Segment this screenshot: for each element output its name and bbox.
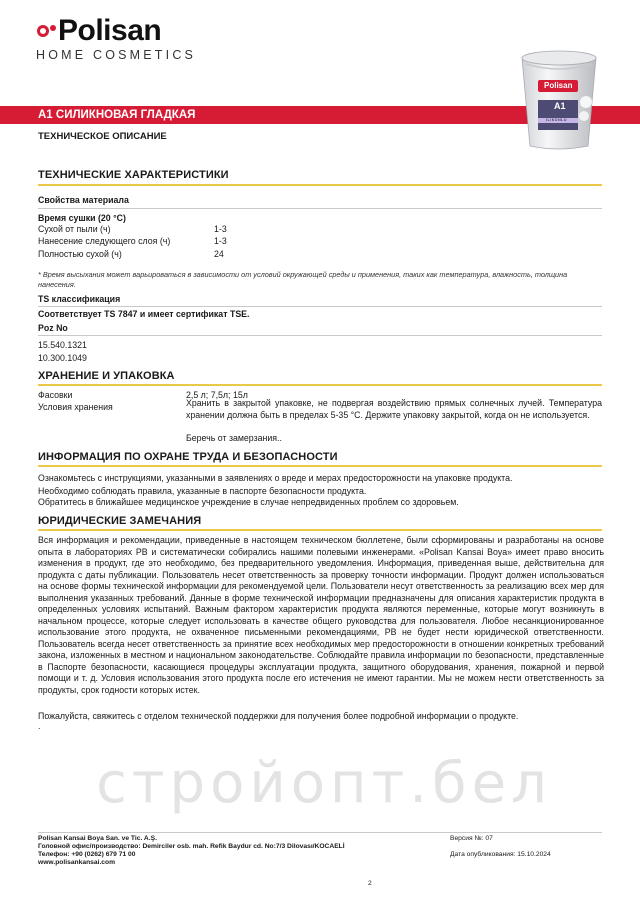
support-contact-note: Пожалуйста, свяжитесь с отделом технической поддержки для получения более подробной информации о продукте. <box>38 711 519 721</box>
footer-phone: Телефон: +90 (0262) 679 71 00 <box>38 851 136 858</box>
divider <box>38 335 602 336</box>
poz-no-value: 10.300.1049 <box>38 353 87 363</box>
footer-rule <box>38 832 602 833</box>
drying-time-label: Время сушки (20 °C) <box>38 213 126 223</box>
legal-body: Вся информация и рекомендации, приведенные в настоящем техническом бюллетене, были сформированы и разработаны на основе опыта в лабораториях PB и систематически собирались нашими полевыми инженерами. «Polisan Kansai Boya» имеет право вносить изменения в продукт, где это необходимо, без предварительного уведомления. Информация, приведенная выше, действительна для продукта с даты публикации. Пользователь несет ответственность за проверку точности информации. Продукт должен использоваться на основе формы технической информации для рекомендуемой цели. Пользователи несут ответственность за реализацию всех мер для выполнения указанных требований. Данные в форме технической информации предназначены для описания характеристик продукта в определенных условиях испытаний. Важным фактором характеристик продукта являются переменные, которые могут возникнуть в начальном процессе, которые следует использовать в качестве общего руководства для пользователя. Любое несанкционированное использование этого продукта, не охваченное письменными рекомендациями, PB не будет нести юридической ответственности. Пользователь всегда несет ответственность за принятие всех необходимых мер предосторожности в отношении конкретных требований закона, изложенных в местном и национальном законодательстве. Соблюдайте правила информации по безопасности, представленные в Паспорте безопасности, касающиеся процедуры эксплуатации продукта, защитного оборудования, хранения, пожарной и первой помощи и т. д. Условия использования этого продукта после его истечения не имеют гарантии. Мы не можем нести ответственность за продукты, срок годности которых истек. <box>38 535 604 695</box>
tech-heading: ТЕХНИЧЕСКИЕ ХАРАКТЕРИСТИКИ <box>38 169 229 181</box>
safety-line: Необходимо соблюдать правила, указанные в паспорте безопасности продукта. <box>38 486 367 496</box>
storage-heading: ХРАНЕНИЕ И УПАКОВКА <box>38 370 175 382</box>
bucket-brand: Polisan <box>544 81 573 90</box>
packaging-value: 2,5 л; 7,5л; 15л <box>186 390 248 400</box>
footer-publish-date: Дата опубликования: 15.10.2024 <box>450 851 551 858</box>
spec-row-value: 24 <box>214 249 224 259</box>
brand-name: Polisan <box>58 14 162 47</box>
footer-version: Версия №: 07 <box>450 835 493 842</box>
trailing-dot: . <box>38 721 41 731</box>
footer-company: Polisan Kansai Boya San. ve Tic. A.Ş. <box>38 835 157 842</box>
legal-heading: ЮРИДИЧЕСКИЕ ЗАМЕЧАНИЯ <box>38 515 202 527</box>
storage-heading-rule <box>38 384 602 386</box>
poz-no-label: Poz No <box>38 323 68 333</box>
material-props-label: Свойства материала <box>38 195 129 205</box>
page-number: 2 <box>368 880 372 887</box>
ts-classification-value: Соответствует TS 7847 и имеет сертификат TSE. <box>38 309 250 319</box>
legal-heading-rule <box>38 529 602 531</box>
drying-footnote: * Время высыхания может варьироваться в зависимости от условий окружающей среды и применения, таких как температура, влажность, толщина нанесения. <box>38 270 568 289</box>
document-subtitle: ТЕХНИЧЕСКОЕ ОПИСАНИЕ <box>38 131 167 142</box>
product-bucket-image <box>516 44 602 154</box>
spec-row-value: 1-3 <box>214 236 227 246</box>
poz-no-value: 15.540.1321 <box>38 340 87 350</box>
divider <box>38 208 602 209</box>
storage-freeze-note: Беречь от замерзания.. <box>186 433 282 443</box>
safety-heading: ИНФОРМАЦИЯ ПО ОХРАНЕ ТРУДА И БЕЗОПАСНОСТИ <box>38 451 338 463</box>
spec-row-label: Сухой от пыли (ч) <box>38 224 111 234</box>
safety-line: Ознакомьтесь с инструкциями, указанными в заявлениях о вреде и мерах предосторожности на упаковке продукта. <box>38 473 513 483</box>
storage-conditions-label: Условия хранения <box>38 402 113 412</box>
packaging-label: Фасовки <box>38 390 73 400</box>
footer-website[interactable]: www.polisankansai.com <box>38 859 116 866</box>
brand-tagline: HOME COSMETICS <box>36 48 197 62</box>
brand-logo <box>36 14 236 66</box>
product-title: A1 СИЛИКНОВАЯ ГЛАДКАЯ <box>38 109 196 121</box>
footer-address: Головной офис/производство: Demirciler osb. mah. Refik Baydur cd. No:7/3 Dilovası/KOCAELİ <box>38 843 345 850</box>
safety-line: Обратитесь в ближайшее медицинское учреждение в случае непредвиденных проблем со здоровьем. <box>38 497 459 507</box>
ts-classification-label: TS классификация <box>38 294 121 304</box>
bucket-label: A1 <box>554 101 566 111</box>
divider <box>38 306 602 307</box>
spec-row-value: 1-3 <box>214 224 227 234</box>
tech-heading-rule <box>38 184 602 186</box>
spec-row-label: Полностью сухой (ч) <box>38 249 122 259</box>
watermark: стройопт.бел <box>96 751 552 816</box>
bucket-stripe-text: ILIKONLU <box>546 118 567 122</box>
bucket-icon <box>516 44 602 154</box>
safety-heading-rule <box>38 465 602 467</box>
spec-row-label: Нанесение следующего слоя (ч) <box>38 236 171 246</box>
storage-conditions-value: Хранить в закрытой упаковке, не подвергая воздействию прямых солнечных лучей. Температура хранении должна быть в пределах 5-35 °C. Держите упаковку закрытой, когда он не используется. <box>186 398 602 420</box>
